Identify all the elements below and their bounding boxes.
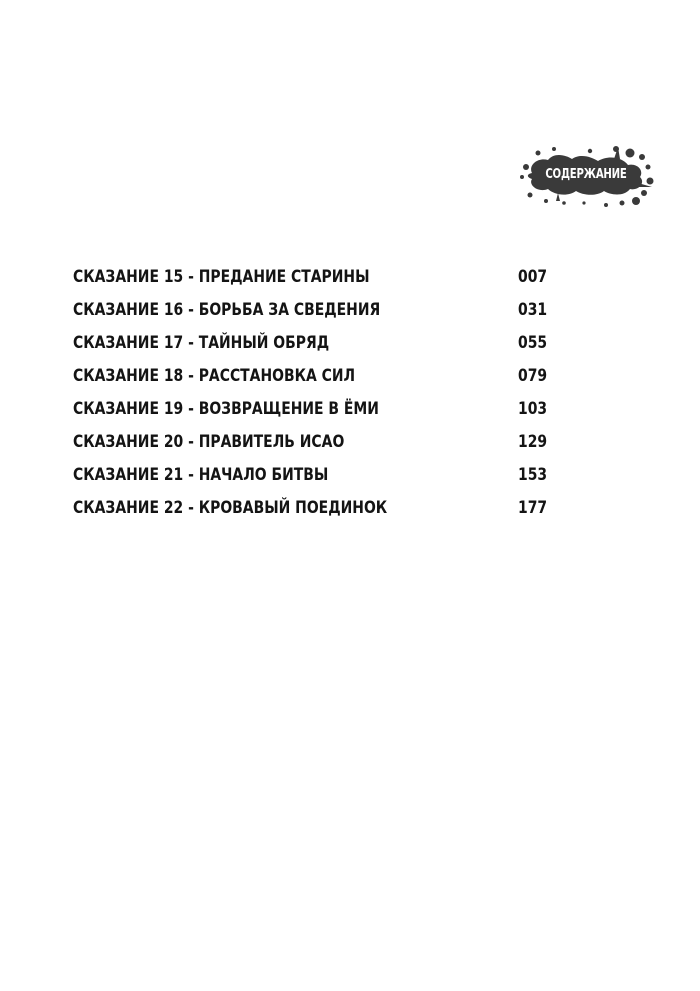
toc-entry-page: 007 <box>518 267 548 287</box>
toc-entry-page: 079 <box>518 366 548 386</box>
toc-entry-page: 031 <box>518 300 548 320</box>
toc-entry[interactable] <box>73 496 573 529</box>
toc-entry-title: СКАЗАНИЕ 20 - ПРАВИТЕЛЬ ИСАО <box>73 432 345 452</box>
toc-entry[interactable] <box>73 463 573 496</box>
toc-entry-title: СКАЗАНИЕ 22 - КРОВАВЫЙ ПОЕДИНОК <box>73 498 388 518</box>
toc-list <box>73 265 573 529</box>
toc-entry-title: СКАЗАНИЕ 21 - НАЧАЛО БИТВЫ <box>73 465 329 485</box>
toc-entry-title: СКАЗАНИЕ 18 - РАССТАНОВКА СИЛ <box>73 366 356 386</box>
toc-entry-title: СКАЗАНИЕ 17 - ТАЙНЫЙ ОБРЯД <box>73 333 330 353</box>
contents-heading-badge <box>518 143 654 209</box>
toc-entry[interactable] <box>73 331 573 364</box>
toc-entry[interactable] <box>73 298 573 331</box>
toc-entry-page: 103 <box>518 399 548 419</box>
toc-entry-title: СКАЗАНИЕ 16 - БОРЬБА ЗА СВЕДЕНИЯ <box>73 300 381 320</box>
toc-entry-title: СКАЗАНИЕ 15 - ПРЕДАНИЕ СТАРИНЫ <box>73 267 370 287</box>
toc-entry[interactable] <box>73 265 573 298</box>
toc-entry-page: 177 <box>518 498 548 518</box>
toc-entry-title: СКАЗАНИЕ 19 - ВОЗВРАЩЕНИЕ В ЁМИ <box>73 399 379 419</box>
toc-entry-page: 055 <box>518 333 548 353</box>
toc-entry[interactable] <box>73 397 573 430</box>
toc-entry[interactable] <box>73 364 573 397</box>
contents-heading: СОДЕРЖАНИЕ <box>545 167 627 182</box>
toc-entry[interactable] <box>73 430 573 463</box>
toc-entry-page: 129 <box>518 432 548 452</box>
toc-entry-page: 153 <box>518 465 548 485</box>
